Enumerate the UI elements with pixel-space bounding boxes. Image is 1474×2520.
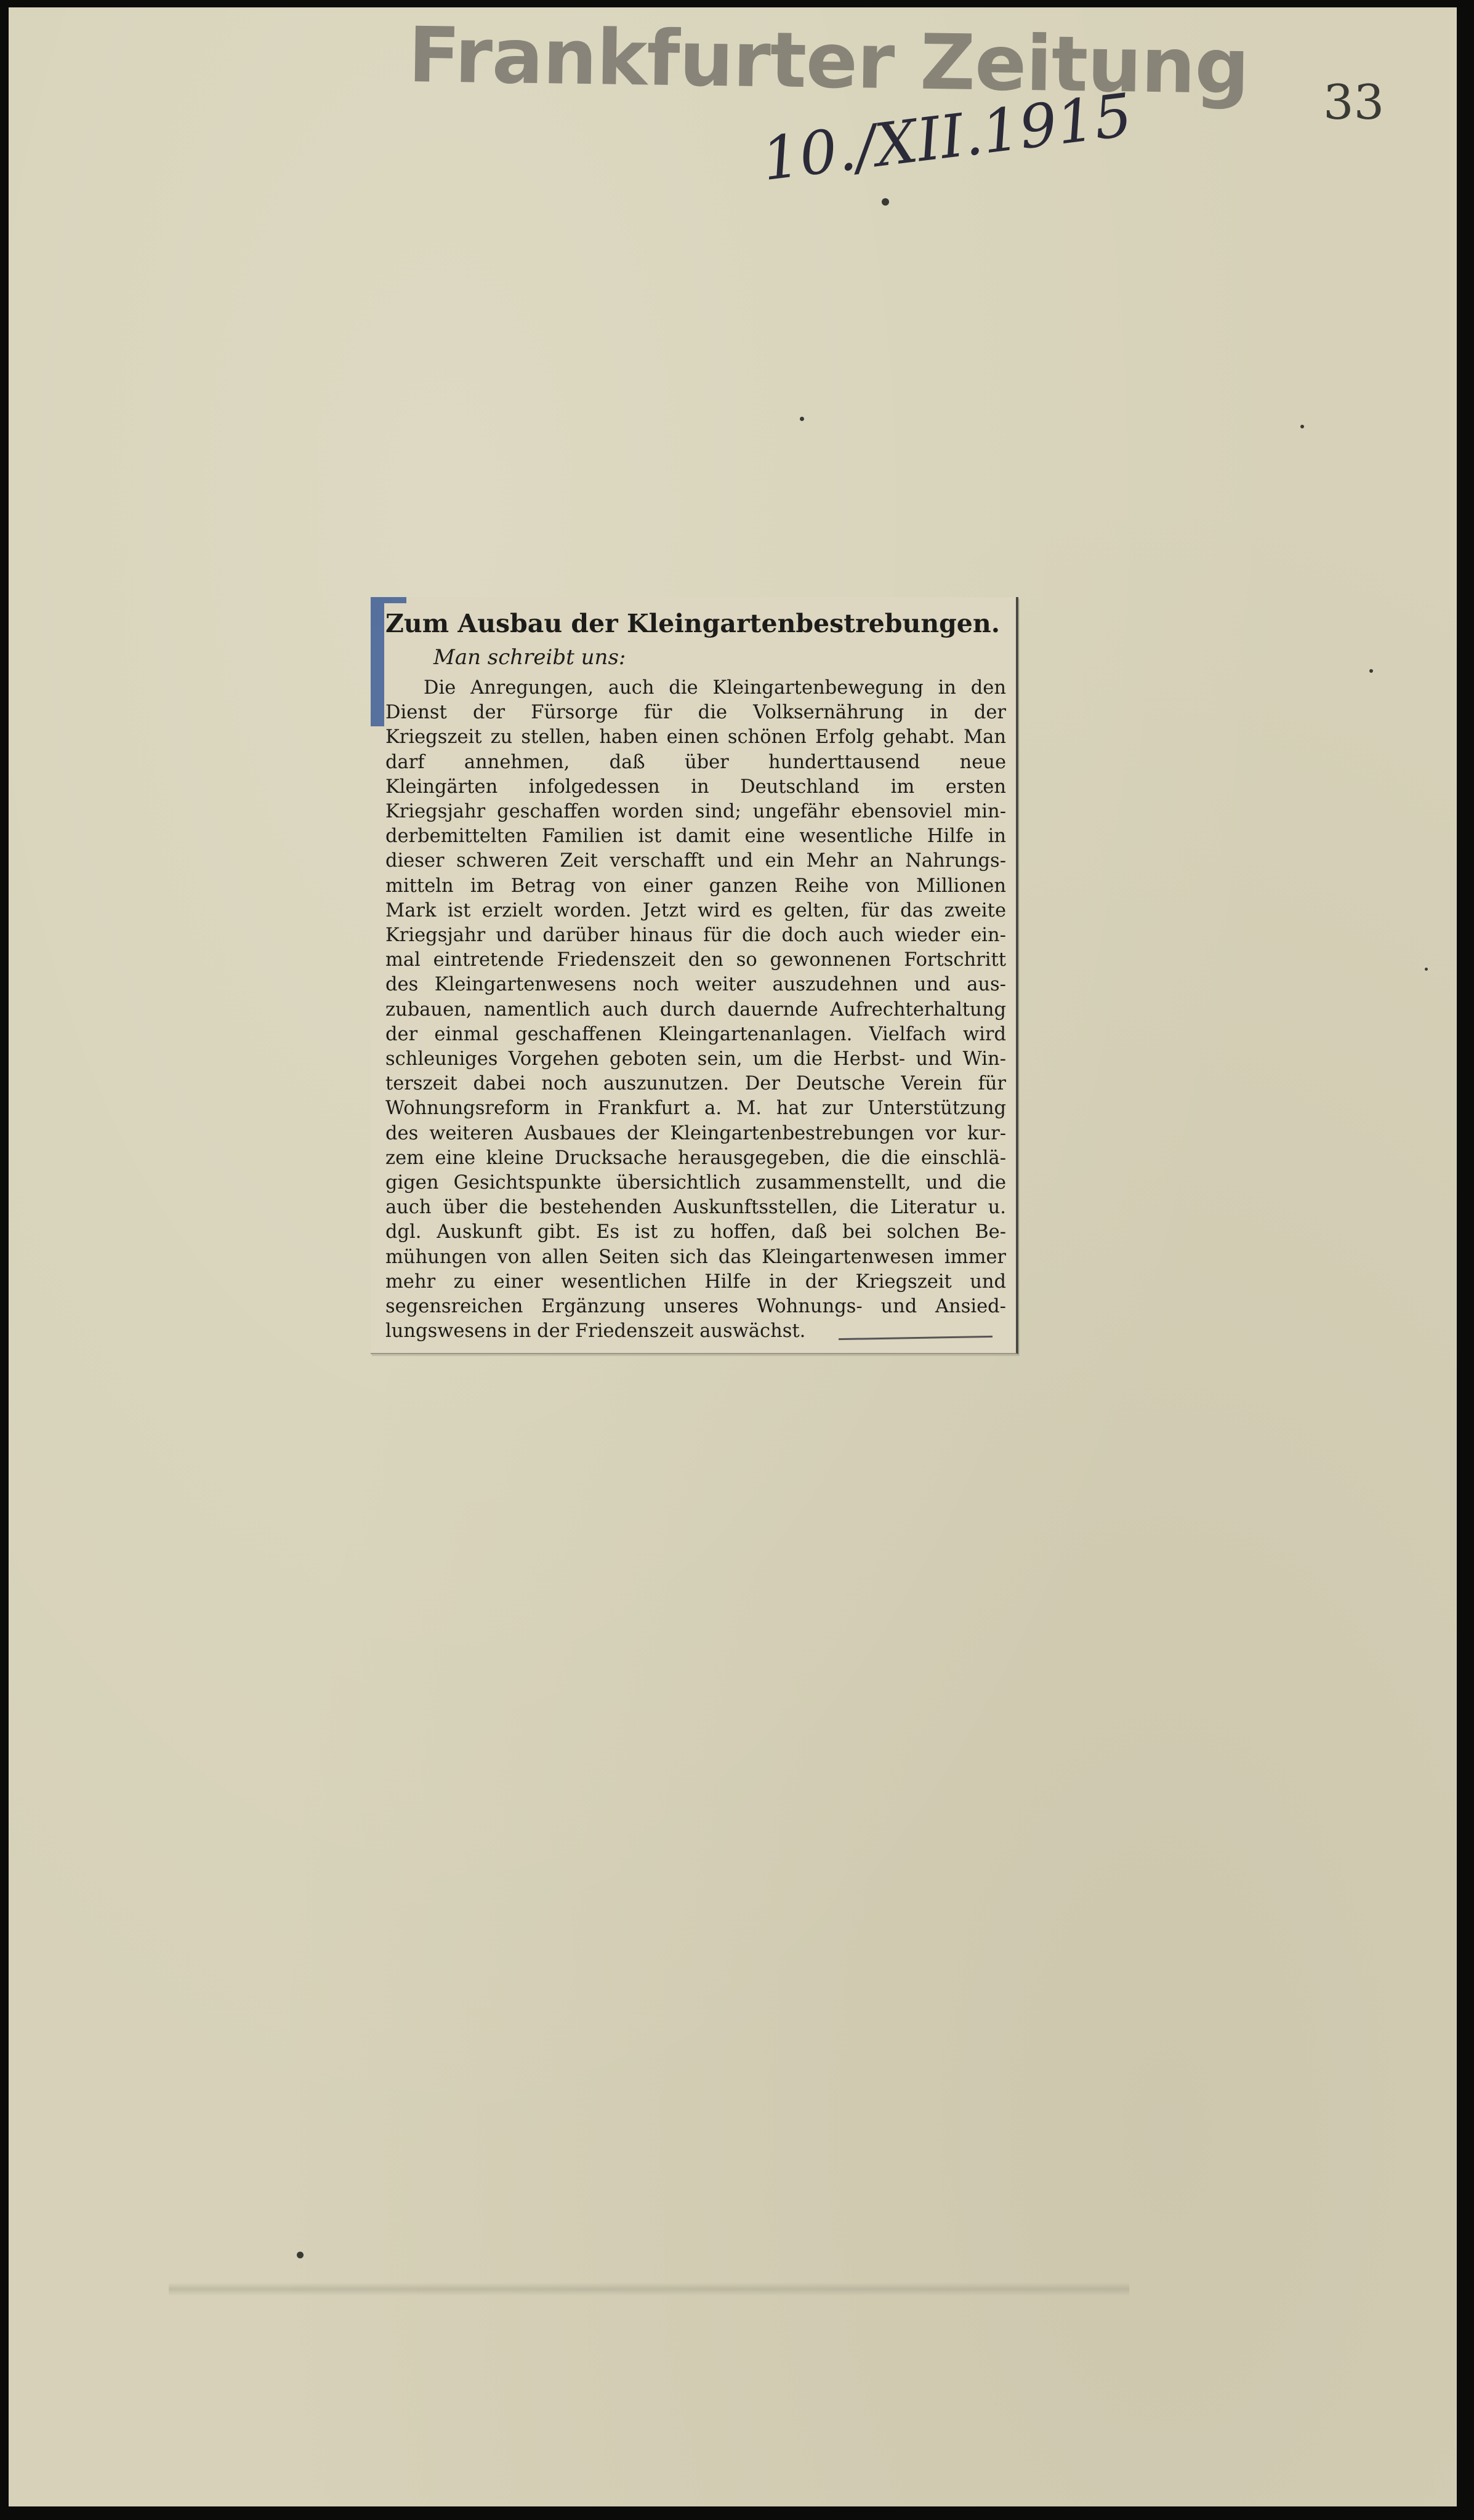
text-line: gigen Gesichtspunkte übersichtlich zusammenstellt, und die [385, 1172, 1006, 1194]
archive-sheet [9, 7, 1457, 2506]
text-line: Kriegszeit zu stellen, haben einen schönen Erfolg gehabt. Man [385, 726, 1006, 748]
text-line: des weiteren Ausbaues der Kleingartenbestrebungen vor kur- [385, 1122, 1006, 1144]
clipping-byline: Man schreibt uns: [433, 645, 626, 670]
text-line: derbemittelten Familien ist damit eine wesentliche Hilfe in [385, 825, 1006, 848]
paper-smudge [169, 2282, 1129, 2296]
paper-speck [1300, 425, 1304, 428]
paper-speck [1425, 968, 1428, 971]
text-line: lungswesens in der Friedenszeit auswächst. [385, 1320, 806, 1342]
paper-speck [882, 198, 889, 206]
paper-speck [800, 417, 804, 421]
text-line: darf annehmen, daß über hunderttausend neue [385, 751, 1006, 773]
handwritten-date: 10./XII.1915 [758, 80, 1136, 195]
text-line: Kleingärten infolgedessen in Deutschland im ersten [385, 776, 1006, 798]
text-line: Kriegsjahr geschaffen worden sind; ungefähr ebensoviel min- [385, 801, 1006, 823]
blue-pencil-mark [371, 597, 384, 726]
newspaper-stamp: Frankfurter Zeitung [407, 11, 1250, 112]
text-line: auch über die bestehenden Auskunftsstellen, die Literatur u. [385, 1197, 1006, 1219]
text-line: zubauen, namentlich auch durch dauernde Aufrechterhaltung [385, 998, 1006, 1021]
text-line: Wohnungsreform in Frankfurt a. M. hat zur Unterstützung [385, 1097, 1006, 1120]
text-line: schleuniges Vorgehen geboten sein, um die Herbst- und Win- [385, 1048, 1006, 1070]
text-line: dgl. Auskunft gibt. Es ist zu hoffen, daß bei solchen Be- [385, 1221, 1006, 1243]
text-line: Mark ist erzielt worden. Jetzt wird es gelten, für das zweite [385, 899, 1006, 921]
paper-speck [1369, 669, 1373, 673]
text-line: mehr zu einer wesentlichen Hilfe in der Kriegszeit und [385, 1270, 1006, 1293]
text-line: Kriegsjahr und darüber hinaus für die doch auch wieder ein- [385, 925, 1006, 947]
clipping-body [385, 676, 1006, 1344]
paper-speck [297, 2252, 304, 2258]
text-line: mühungen von allen Seiten sich das Kleingartenwesen immer [385, 1246, 1006, 1268]
text-line: des Kleingartenwesens noch weiter auszudehnen und aus- [385, 974, 1006, 996]
newspaper-clipping [371, 597, 1018, 1354]
clipping-headline: Zum Ausbau der Kleingartenbestrebungen. [385, 609, 1000, 638]
text-line: terszeit dabei noch auszunutzen. Der Deutsche Verein für [385, 1073, 1006, 1095]
text-line: segensreichen Ergänzung unseres Wohnungs- und Ansied- [385, 1296, 1006, 1318]
text-line: dieser schweren Zeit verschafft und ein Mehr an Nahrungs- [385, 850, 1006, 872]
text-line: mitteln im Betrag von einer ganzen Reihe von Millionen [385, 875, 1006, 897]
text-line: zem eine kleine Drucksache herausgegeben, die die einschlä- [385, 1147, 1006, 1169]
text-line: mal eintretende Friedenszeit den so gewonnenen Fortschritt [385, 949, 1006, 971]
text-line: Dienst der Fürsorge für die Volksernährung in der [385, 702, 1006, 724]
text-line: Die Anregungen, auch die Kleingartenbewegung in den [424, 677, 1006, 699]
page-number: 33 [1323, 75, 1385, 130]
text-line: der einmal geschaffenen Kleingartenanlagen. Vielfach wird [385, 1023, 1006, 1045]
